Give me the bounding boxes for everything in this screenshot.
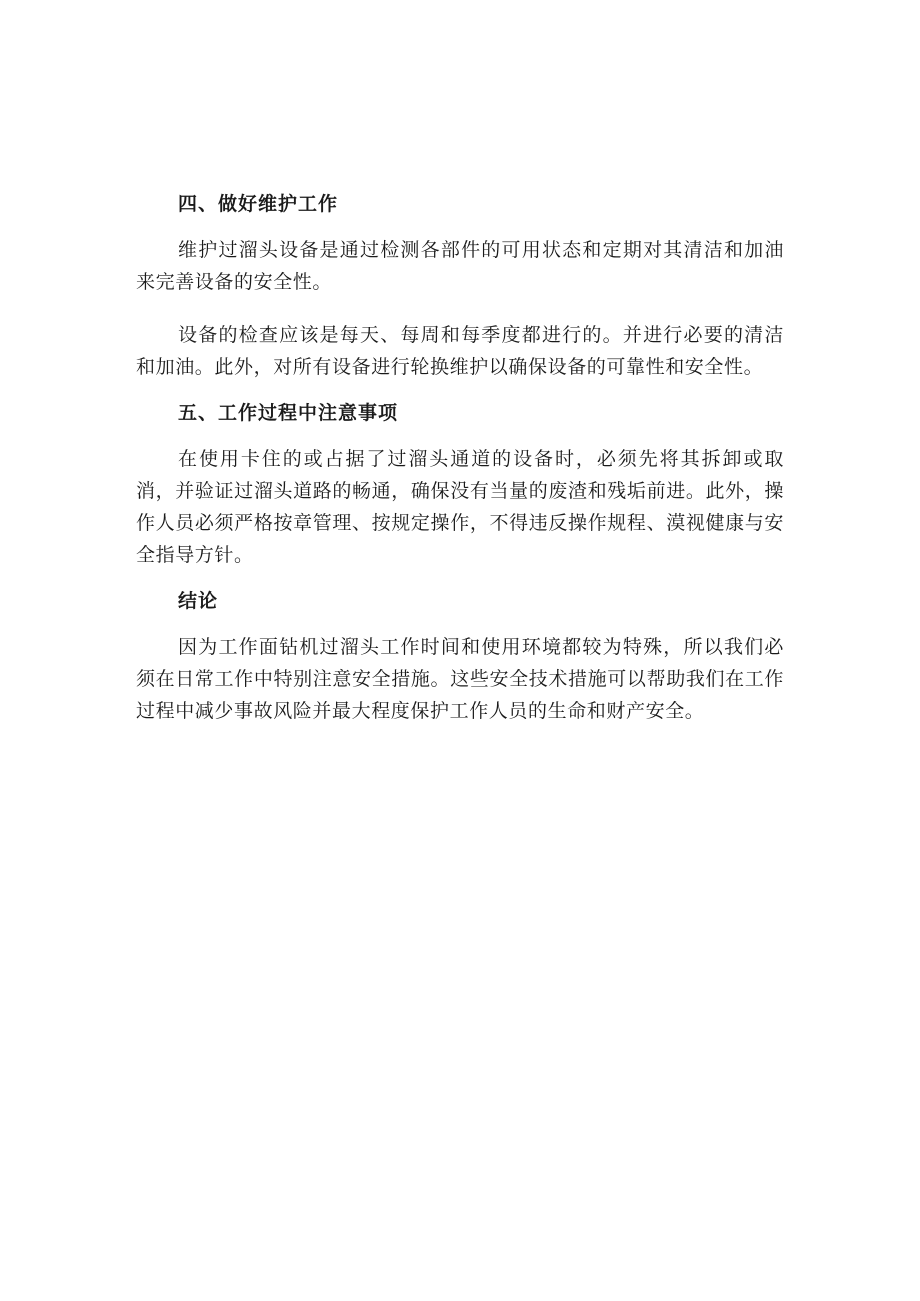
section-heading-maintenance: 四、做好维护工作 (178, 193, 339, 215)
paragraph-precautions: 在使用卡住的或占据了过溜头通道的设备时，必须先将其拆卸或取消，并验证过溜头道路的畅通，确保没有当量的废渣和残垢前进。此外，操作人员必须严格按章管理、按规定操作，不得违反操作规程、漠视健康与安全指导方针。 (136, 448, 784, 566)
paragraph-maintenance-intro: 维护过溜头设备是通过检测各部件的可用状态和定期对其清洁和加油来完善设备的安全性。 (136, 239, 784, 293)
section-heading-conclusion: 结论 (178, 590, 219, 612)
document-body (136, 188, 784, 727)
section-heading-precautions: 五、工作过程中注意事项 (178, 402, 399, 424)
paragraph-maintenance-inspection: 设备的检查应该是每天、每周和每季度都进行的。并进行必要的清洁和加油。此外，对所有设备进行轮换维护以确保设备的可靠性和安全性。 (136, 324, 784, 378)
paragraph-conclusion: 因为工作面钻机过溜头工作时间和使用环境都较为特殊，所以我们必须在日常工作中特别注意安全措施。这些安全技术措施可以帮助我们在工作过程中减少事故风险并最大程度保护工作人员的生命和财产安全。 (136, 636, 784, 722)
